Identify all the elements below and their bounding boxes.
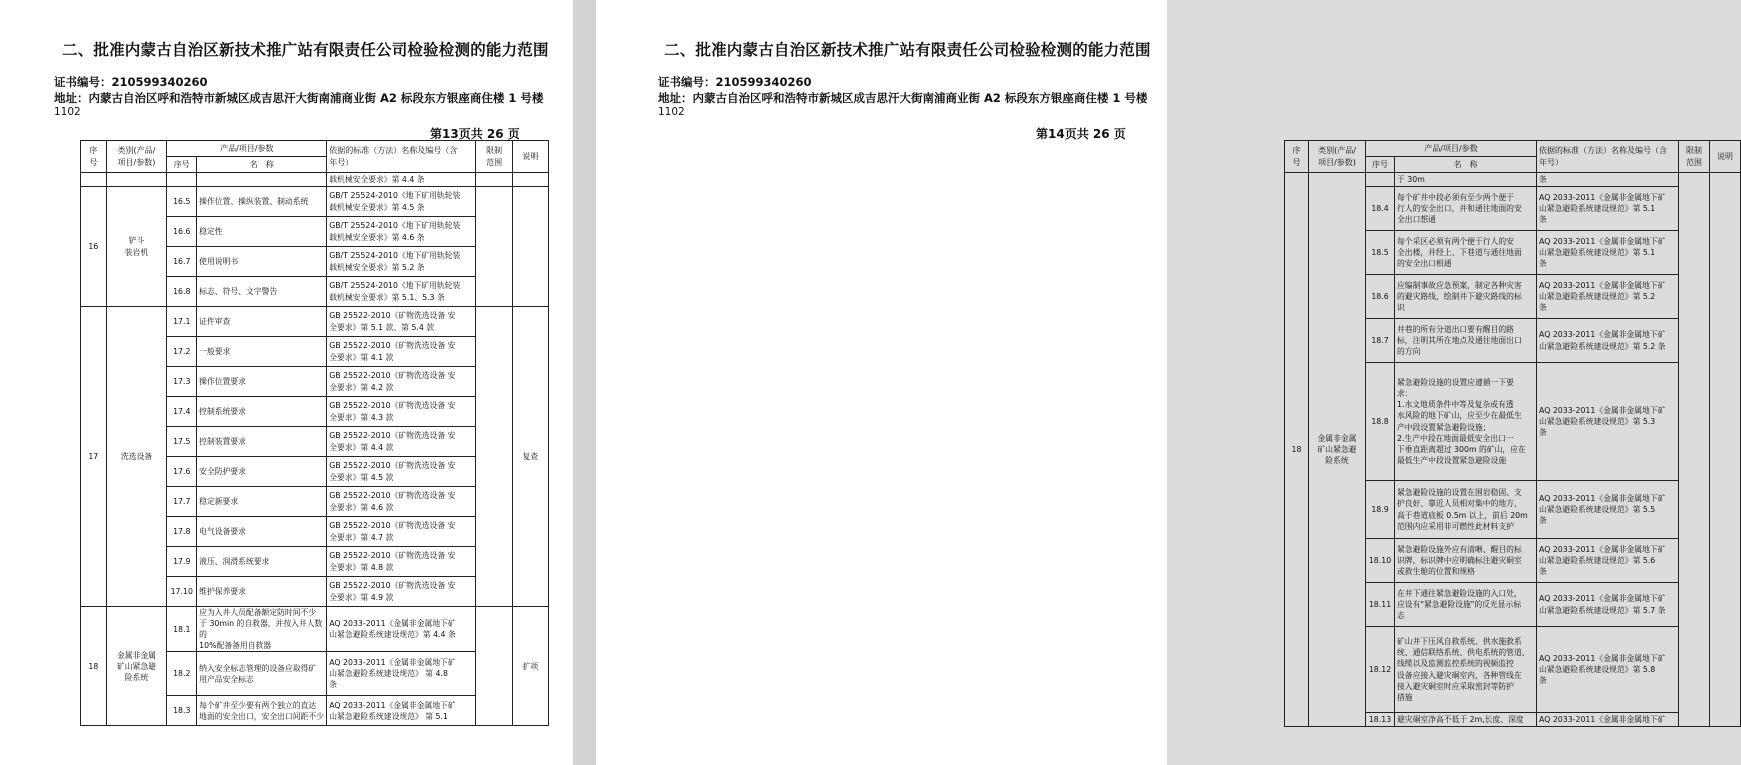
item-name: 紧急避险设施外应有清晰、醒目的标 识牌，标识牌中应明确标注避灾硐室 或救生舱的位置和规格 — [1395, 539, 1537, 583]
standard-cell: GB 25522-2010《矿物洗选设备 安 全要求》第 4.9 款 — [327, 577, 476, 607]
item-id: 17.8 — [167, 517, 197, 547]
address: 地址：内蒙古自治区呼和浩特市新城区成吉思汗大街南浦商业街 A2 标段东方银座商住楼 1 号楼 — [658, 91, 1148, 105]
standard-cell: GB 25522-2010《矿物洗选设备 安 全要求》第 4.5 款 — [327, 457, 476, 487]
item-id: 18.9 — [1366, 481, 1395, 539]
page-title: 二、批准内蒙古自治区新技术推广站有限责任公司检验检测的能力范围 — [62, 41, 549, 59]
standard-cell: GB 25522-2010《矿物洗选设备 安 全要求》第 5.1 款、第 5.4 款 — [327, 307, 476, 337]
standard-cell: AQ 2033-2011《金属非金属地下矿 山紧急避险系统建设规范》第 5.1 条 — [1537, 187, 1679, 231]
note-cell: 复查 — [512, 307, 548, 607]
item-name: 安全防护要求 — [197, 457, 327, 487]
standard-cell: AQ 2033-2011《金属非金属地下矿 山紧急避险系统建设规范》第 5.3 条 — [1537, 363, 1679, 481]
item-id: 17.6 — [167, 457, 197, 487]
page-number: 第13页共 26 页 — [430, 127, 520, 141]
group-number: 18 — [81, 607, 107, 726]
category-cell: 金属非金属 矿山紧急避 险系统 — [106, 607, 167, 726]
header-limit: 限制 范围 — [1679, 141, 1710, 173]
category-cell: 金属非金属 矿山紧急避 险系统 — [1309, 173, 1366, 727]
certificate-number: 证书编号：210599340260 — [54, 75, 208, 89]
capability-table — [1284, 140, 1741, 727]
item-name: 控制系统要求 — [197, 397, 327, 427]
item-id: 16.5 — [167, 187, 197, 217]
item-name: 于 30m — [1395, 173, 1537, 187]
standard-cell: GB 25522-2010《矿物洗选设备 安 全要求》第 4.4 款 — [327, 427, 476, 457]
table-header-row — [1285, 141, 1741, 157]
item-name: 纳入安全标志管理的设备应取得矿 用产品安全标志 — [197, 652, 327, 696]
note-cell: 扩项 — [512, 607, 548, 726]
table-row — [1285, 173, 1741, 187]
table-row — [81, 173, 549, 187]
item-name: 维护保养要求 — [197, 577, 327, 607]
item-name: 控制装置要求 — [197, 427, 327, 457]
item-name: 稳定性 — [197, 217, 327, 247]
item-name: 应编制事故应急预案，制定各种灾害 的避灾路线，绘制井下避灾路线的标 识 — [1395, 275, 1537, 319]
header-limit: 限制 范围 — [476, 141, 512, 173]
standard-cell: 载机械安全要求》第 4.4 条 — [327, 173, 476, 187]
standard-cell: AQ 2033-2011《金属非金属地下矿 山紧急避险系统建设规范》第 5.6 条 — [1537, 539, 1679, 583]
header-subseq: 序号 — [1366, 157, 1395, 173]
certificate-number: 证书编号：210599340260 — [658, 75, 812, 89]
page-13 — [0, 0, 573, 765]
header-product: 产品/项目/参数 — [167, 141, 327, 157]
item-id: 17.3 — [167, 367, 197, 397]
standard-cell: GB/T 25524-2010《地下矿用轨轮装 载机械安全要求》第 5.2 条 — [327, 247, 476, 277]
header-name: 名 称 — [197, 157, 327, 173]
standard-cell: AQ 2033-2011《金属非金属地下矿 山紧急避险系统建设规范》 第 5.1 — [327, 696, 476, 726]
item-id: 18.4 — [1366, 187, 1395, 231]
item-name: 紧急避险设施的设置在围岩稳固、支 护良好、靠近人员相对集中的地方， 高于巷道底板 0.5m 以上，前后 20m 范围内应采用非可燃性此材料支护 — [1395, 481, 1537, 539]
item-id: 18.5 — [1366, 231, 1395, 275]
header-name: 名 称 — [1395, 157, 1537, 173]
page-14 — [596, 0, 1734, 765]
item-name: 液压、润滑系统要求 — [197, 547, 327, 577]
item-name: 操作位置要求 — [197, 367, 327, 397]
item-name: 紧急避险设施的设置应遵循一下要 求： 1.水文地质条件中等及复杂或有透 水风险的地下矿山，应至少在最低生 产中段设置紧急避险设施； 2.生产中段在地面最低安全出口一 下垂直距离超过 300m 的矿山，应在 最低生产中段设置紧急避险设施 — [1395, 363, 1537, 481]
item-id: 17.9 — [167, 547, 197, 577]
standard-cell: AQ 2033-2011《金属非金属地下矿 山紧急避险系统建设规范》 第 4.8 条 — [327, 652, 476, 696]
standard-cell: AQ 2033-2011《金属非金属地下矿 山紧急避险系统建设规范》第 5.1 条 — [1537, 231, 1679, 275]
item-id: 17.2 — [167, 337, 197, 367]
item-name: 在井下通往紧急避险设施的入口处， 应设有"紧急避险设施"的反光显示标 志 — [1395, 583, 1537, 627]
capability-table — [80, 140, 549, 726]
item-name: 使用说明书 — [197, 247, 327, 277]
item-id: 17.5 — [167, 427, 197, 457]
standard-cell: GB 25522-2010《矿物洗选设备 安 全要求》第 4.3 款 — [327, 397, 476, 427]
item-id: 18.6 — [1366, 275, 1395, 319]
group-number: 16 — [81, 187, 107, 307]
table-header-row — [81, 141, 549, 157]
item-id: 16.7 — [167, 247, 197, 277]
item-name: 证件审查 — [197, 307, 327, 337]
item-id: 17.10 — [167, 577, 197, 607]
item-name: 操作位置、操纵装置、制动系统 — [197, 187, 327, 217]
item-id: 17.7 — [167, 487, 197, 517]
group-number: 18 — [1285, 173, 1309, 727]
item-id: 16.6 — [167, 217, 197, 247]
item-name: 避灾硐室净高不低于 2m,长度、深度 — [1395, 713, 1537, 727]
item-id: 18.11 — [1366, 583, 1395, 627]
standard-cell: GB 25522-2010《矿物洗选设备 安 全要求》第 4.7 款 — [327, 517, 476, 547]
header-seq: 序 号 — [81, 141, 107, 173]
page-title: 二、批准内蒙古自治区新技术推广站有限责任公司检验检测的能力范围 — [664, 41, 1151, 59]
item-name: 矿山井下压风自救系统、供水施救系 统、通信联络系统、供电系统的管道、 线缆以及监测监控系统的视频监控 设备应接入避灾硐室内，各种管线在 接入避灾硐室时应采取密封等防护 措施 — [1395, 627, 1537, 713]
standard-cell: AQ 2033-2011《金属非金属地下矿 山紧急避险系统建设规范》第 5.2 条 — [1537, 275, 1679, 319]
item-name: 每个矿井中段必须有至少两个便于 行人的安全出口，并和通往地面的安 全出口想通 — [1395, 187, 1537, 231]
header-product: 产品/项目/参数 — [1366, 141, 1537, 157]
standard-cell: GB/T 25524-2010《地下矿用轨轮装 载机械安全要求》第 4.6 条 — [327, 217, 476, 247]
standard-cell: GB/T 25524-2010《地下矿用轨轮装 载机械安全要求》第 5.1、5.3 条 — [327, 277, 476, 307]
item-name: 电气设备要求 — [197, 517, 327, 547]
standard-cell: 条 — [1537, 173, 1679, 187]
item-id: 17.4 — [167, 397, 197, 427]
item-id: 18.12 — [1366, 627, 1395, 713]
table-row — [81, 187, 549, 217]
item-name: 稳定新要求 — [197, 487, 327, 517]
header-category: 类别(产品/ 项目/参数) — [1309, 141, 1366, 173]
header-subseq: 序号 — [167, 157, 197, 173]
item-id: 18.8 — [1366, 363, 1395, 481]
address-line-2: 1102 — [658, 106, 685, 118]
item-name: 每个采区必须有两个便于行人的安 全出楼，并经上、下巷道与通往地面 的安全出口相通 — [1395, 231, 1537, 275]
item-id: 18.3 — [167, 696, 197, 726]
header-note: 说明 — [1710, 141, 1741, 173]
standard-cell: AQ 2033-2011《金属非金属地下矿 — [1537, 713, 1679, 727]
standard-cell: GB 25522-2010《矿物洗选设备 安 全要求》第 4.1 款 — [327, 337, 476, 367]
standard-cell: AQ 2033-2011《金属非金属地下矿 山紧急避险系统建设规范》第 5.5 条 — [1537, 481, 1679, 539]
item-name: 标志、符号、文字警告 — [197, 277, 327, 307]
item-name: 井巷的所有分道出口要有醒目的路 标，注明其所在地点及通往地面出口 的方向 — [1395, 319, 1537, 363]
category-cell: 铲斗 装岩机 — [106, 187, 167, 307]
item-name: 每个矿井至少要有两个独立的直达 地面的安全出口，安全出口间距不少 — [197, 696, 327, 726]
table-row — [81, 307, 549, 337]
header-seq: 序 号 — [1285, 141, 1309, 173]
standard-cell: AQ 2033-2011《金属非金属地下矿 山紧急避险系统建设规范》第 5.7 条 — [1537, 583, 1679, 627]
address-line-2: 1102 — [54, 106, 81, 118]
header-category: 类别(产品/ 项目/参数) — [106, 141, 167, 173]
category-cell: 洗选设备 — [106, 307, 167, 607]
item-name: 一般要求 — [197, 337, 327, 367]
item-id: 17.1 — [167, 307, 197, 337]
page-number: 第14页共 26 页 — [1036, 127, 1126, 141]
standard-cell: GB/T 25524-2010《地下矿用轨轮装 载机械安全要求》第 4.5 条 — [327, 187, 476, 217]
header-standard: 依据的标准（方法）名称及编号（含 年号） — [327, 141, 476, 173]
standard-cell: AQ 2033-2011《金属非金属地下矿 山紧急避险系统建设规范》第 5.8 条 — [1537, 627, 1679, 713]
standard-cell: GB 25522-2010《矿物洗选设备 安 全要求》第 4.2 款 — [327, 367, 476, 397]
item-id: 18.7 — [1366, 319, 1395, 363]
group-number: 17 — [81, 307, 107, 607]
item-id: 18.2 — [167, 652, 197, 696]
address: 地址：内蒙古自治区呼和浩特市新城区成吉思汗大街南浦商业街 A2 标段东方银座商住楼 1 号楼 — [54, 91, 544, 105]
item-id: 18.1 — [167, 607, 197, 652]
table-row — [81, 607, 549, 652]
header-note: 说明 — [512, 141, 548, 173]
standard-cell: AQ 2033-2011《金属非金属地下矿 山紧急避险系统建设规范》第 4.4 条 — [327, 607, 476, 652]
standard-cell: GB 25522-2010《矿物洗选设备 安 全要求》第 4.8 款 — [327, 547, 476, 577]
page-gap — [573, 0, 596, 765]
header-standard: 依据的标准（方法）名称及编号（含 年号） — [1537, 141, 1679, 173]
standard-cell: AQ 2033-2011《金属非金属地下矿 山紧急避险系统建设规范》第 5.2 条 — [1537, 319, 1679, 363]
standard-cell: GB 25522-2010《矿物洗选设备 安 全要求》第 4.6 款 — [327, 487, 476, 517]
item-id: 18.10 — [1366, 539, 1395, 583]
item-name: 应为入井人员配备额定防时间不少 于 30min 的自救器，并按入井人数的 10%配备备用自救器 — [197, 607, 327, 652]
item-id: 18.13 — [1366, 713, 1395, 727]
item-id: 16.8 — [167, 277, 197, 307]
